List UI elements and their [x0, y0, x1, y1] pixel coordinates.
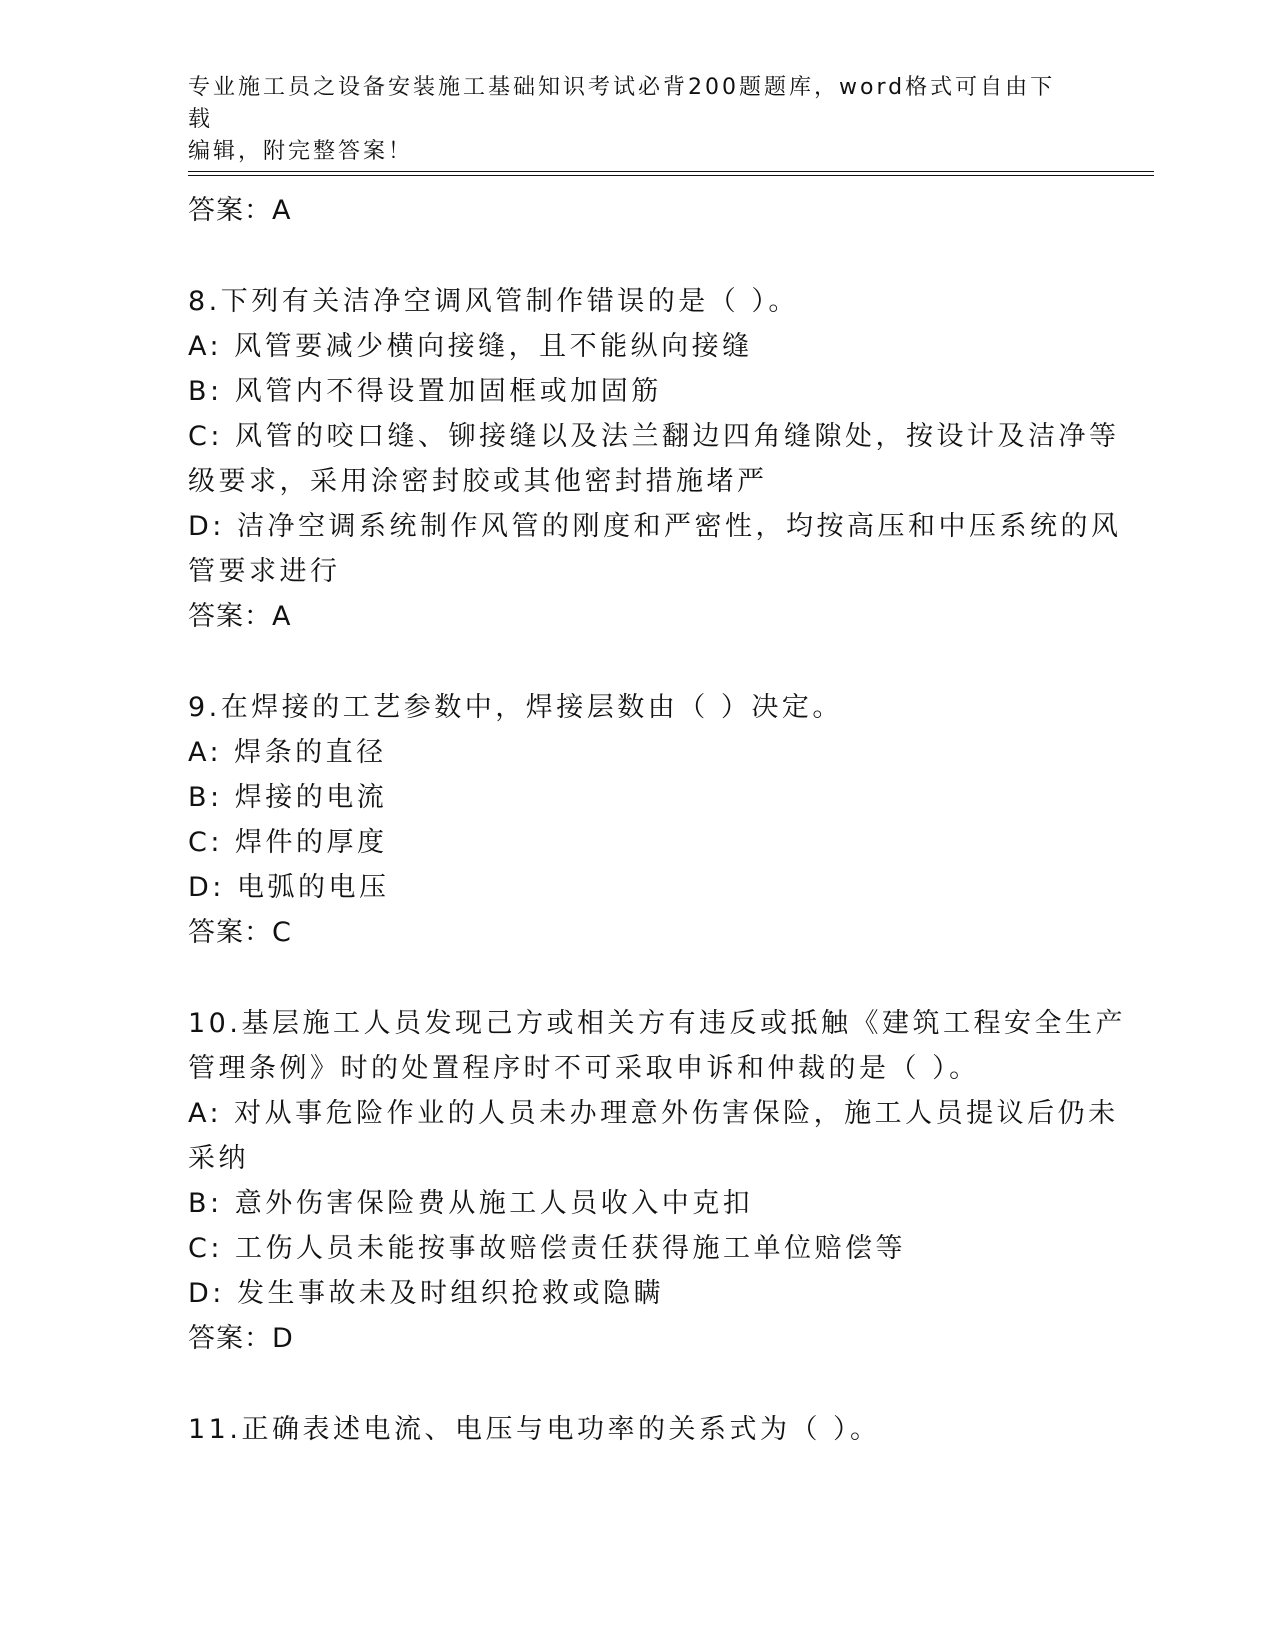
option-d-continued: 管要求进行	[188, 556, 341, 587]
option-a: A: 对从事危险作业的人员未办理意外伤害保险，施工人员提议后仍未	[188, 1098, 1119, 1129]
header-line-1: 专业施工员之设备安装施工基础知识考试必背200题题库，word格式可自由下载	[188, 75, 1056, 132]
option-b: B: 风管内不得设置加固框或加固筋	[188, 376, 662, 407]
question-8	[188, 279, 1122, 639]
option-a: A: 焊条的直径	[188, 737, 387, 768]
document-header	[188, 72, 1068, 168]
option-a-continued: 采纳	[188, 1143, 249, 1174]
question-list	[188, 188, 1126, 1452]
question-stem: 10.基层施工人员发现己方或相关方有违反或抵触《建筑工程安全生产	[188, 1008, 1126, 1039]
option-b: B: 意外伤害保险费从施工人员收入中克扣	[188, 1188, 754, 1219]
answer-line: 答案：A	[188, 195, 292, 226]
spacer	[188, 639, 1088, 685]
header-line-2: 编辑，附完整答案！	[188, 139, 414, 164]
answer-line: 答案：D	[188, 1323, 294, 1354]
option-c: C: 工伤人员未能按事故赔偿责任获得施工单位赔偿等	[188, 1233, 907, 1264]
question-11	[188, 1407, 1088, 1452]
option-d: D: 发生事故未及时组织抢救或隐瞒	[188, 1278, 664, 1309]
spacer	[188, 955, 1088, 1001]
header-rule-top	[188, 171, 1154, 172]
option-d: D: 电弧的电压	[188, 872, 390, 903]
option-c: C: 焊件的厚度	[188, 827, 388, 858]
header-rule-bottom	[188, 175, 1154, 176]
option-c: C: 风管的咬口缝、铆接缝以及法兰翻边四角缝隙处，按设计及洁净等	[188, 421, 1120, 452]
spacer	[188, 233, 1088, 279]
question-stem: 8.下列有关洁净空调风管制作错误的是（ ）。	[188, 286, 799, 317]
answer-line: 答案：C	[188, 917, 292, 948]
option-a: A: 风管要减少横向接缝，且不能纵向接缝	[188, 331, 753, 362]
answer-line: 答案：A	[188, 601, 292, 632]
spacer	[188, 1361, 1088, 1407]
question-stem: 9.在焊接的工艺参数中，焊接层数由（ ）决定。	[188, 692, 843, 723]
question-stem-continued: 管理条例》时的处置程序时不可采取申诉和仲裁的是（ ）。	[188, 1053, 980, 1084]
question-9	[188, 685, 1088, 955]
option-c-continued: 级要求，采用涂密封胶或其他密封措施堵严	[188, 466, 768, 497]
question-10	[188, 1001, 1126, 1361]
option-d: D: 洁净空调系统制作风管的刚度和严密性，均按高压和中压系统的风	[188, 511, 1122, 542]
question-stem: 11.正确表述电流、电压与电功率的关系式为（ ）。	[188, 1414, 881, 1445]
option-b: B: 焊接的电流	[188, 782, 388, 813]
